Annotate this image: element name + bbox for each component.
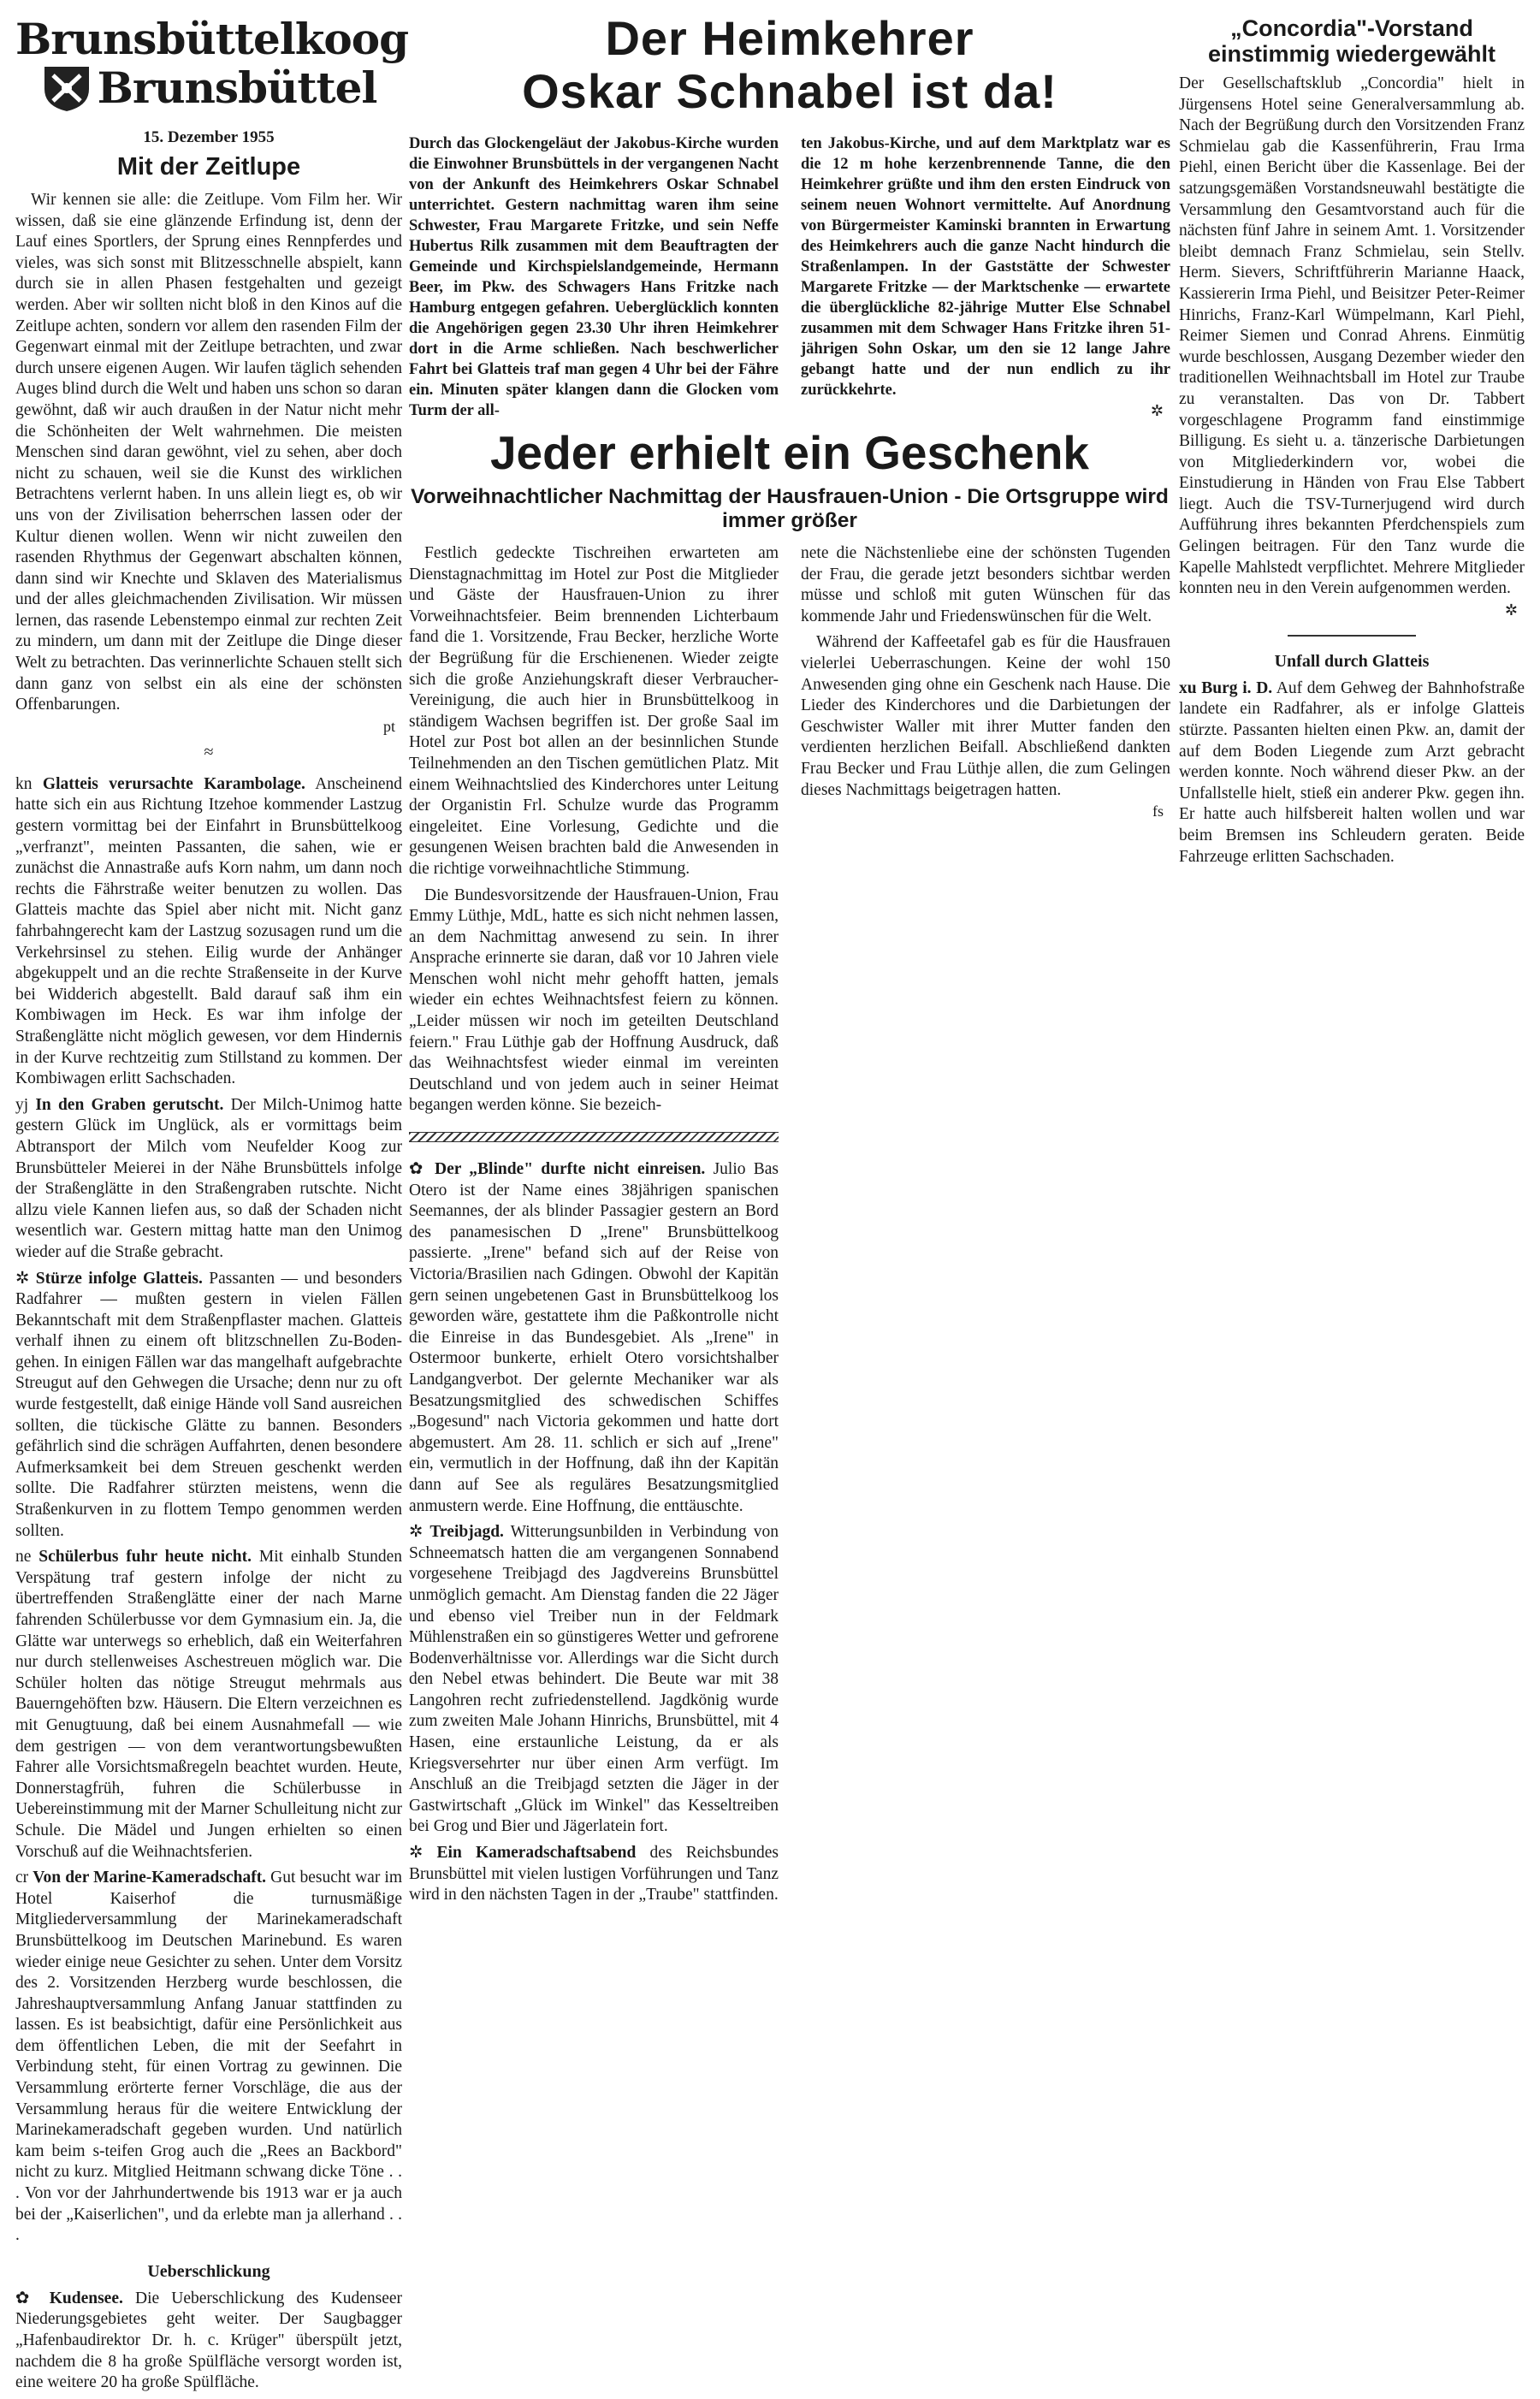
stuerze-item: ✲ Stürze infolge Glatteis. Passanten — und besonders Radfahrer — mußten gestern in vielen Fällen Bekanntschaft mit dem Straßenpflaster machen. Glatteis verhalf ihnen zu einem oft blitzschnellen Zu-Boden-gehen. In einigen Fällen war das mangelhaft aufgebrachte Streugut auf den Gehwegen die Ursache; denn nur zu oft wurde festgestellt, daß einige Hände voll Sand ausreichen sollten, die tückische Glätte zu bannen. Besonders gefährlich sind die schrägen Auffahrten, denen besondere Aufmerksamkeit bei dem Streuen geschenkt werden sollte. Die Radfahrer stürzten meistens, wenn die Straßenkurven in zu flottem Tempo genommen werden sollten. (15, 1269, 403, 1540)
zeitlupe-signature: pt (382, 717, 395, 735)
masthead-line2: Brunsbüttel (97, 62, 377, 113)
left-column (15, 0, 409, 2399)
geschenk-p1: Festlich gedeckte Tischreihen erwarteten am Dienstagnachmittag im Hotel zur Post die Mitglieder und Gäste der Hausfrauen-Union zu ihrer Vorweihnachtsfeier. Beim brennenden Lichterbaum fand die 1. Vorsitzende, Frau Becker, herzliche Worte der Begrüßung für die Erschienenen. Wieder zeigte sich die große Anziehungskraft dieser Verbraucher-Vereinigung, die auch hier in Brunsbüttelkoog in ständigem Wachsen begriffen ist. Der große Saal im Hotel zur Post bot allen an der besinnlichen Stunde Teilnehmenden an den Tischen gemütlichen Platz. Mit einem Weihnachtslied des Kinderchores unter Leitung der Organistin Frl. Schulze wurde das Programm eingeleitet. Eine Vorlesung, Gedichte und die gesungenen Weisen brachten bald die Anwesenden in die richtige vorweihnachtliche Stimmung. (409, 544, 779, 878)
zeitlupe-text: Wir kennen sie alle: die Zeitlupe. Vom Film her. Wir wissen, daß sie eine glänzende Erfindung ist, denn der Lauf eines Sportlers, der Sprung eines Rennpferdes und vieles, was sich sonst mit Blitzesschnelle abspielt, kann durch sie in allen Phasen festgehalten und gezeigt werden. Aber wir sollten nicht bloß in den Kinos auf die Zeitlupe achten, sondern vor allem den rasenden Film der Gegenwart einmal mit der Zeitlupe betrachten, und zwar durch unsere eigenen Augen. Wir laufen täglich sehenden Auges blind durch die Welt und haben uns schon so daran gewöhnt, daß wir auch draußen in der Natur nicht mehr die Schönheiten der Welt wahrnehmen. Die meisten Menschen sind daran gewöhnt, viel zu sehen, aber doch nicht zu schauen, weil sie die Kunst des wirklichen Betrachtens verlernt haben. In uns allein liegt es, ob wir uns von der Zivilisation beherrschen lassen oder der Kultur dienen wollen. Wenn wir nicht zuweilen den rasenden Rhythmus der Gegenwart abschalten können, dann sind wir Knechte und Sklaven des Materialismus und der alles gleichmachenden Zivilisation. Wir müssen lernen, das rasende Lebenstempo einmal zur rechten Zeit zu mindern, um dann mit der Zeitlupe die Dinge dieser Welt zu betrachten. Das verinnerlichte Schauen stellt sich dann ganz von selbst ein als eine der schönsten Offenbarungen. (15, 191, 402, 714)
treibjagd-item: ✲ Treibjagd. Witterungsunbilden in Verbindung von Schneematsch hatten die am vergangenen Sonnabend vorgesehene Treibjagd des Jagdvereins Brunsbüttel unmöglich gemacht. Am Dienstag fanden die 22 Jäger und ebenso viel Treiber nun in der Feldmark Mühlenstraßen ein so günstigeres Wetter und gefrorene Bodenverhältnisse vor. Allerdings war die Sicht durch den Nebel etwas behindert. Die Beute war mit 38 Langohren recht zufriedenstellend. Jagdkönig wurde zum zweiten Male Johann Hinrichs, Brunsbüttel, mit 4 Hasen, eine erstaunliche Leistung, da er als Kriegsversehrter nur über einen Arm verfügt. Im Anschluß an die Treibjagd setzten die Jäger in der Gastwirtschaft „Glück im Winkel" das Kesseltreiben bei Grog und Bier und Jägerlatein fort. (409, 1523, 779, 1836)
wavy-divider (409, 1132, 779, 1142)
divider-rule (1288, 635, 1416, 637)
separator-mark: ≈ (204, 742, 214, 761)
marine-item: cr Von der Marine-Kameradschaft. Gut besucht war im Hotel Kaiserhof die turnusmäßige Mitgliederversammlung der Marinekameradschaft Brunsbüttelkoog im Deutschen Marinebund. Es waren wieder einige neue Gesichter zu sehen. Unter dem Vorsitz des 2. Vorsitzenden Herzberg wurde beschlossen, die Jahreshauptversammlung Anfang Januar stattfinden zu lassen. Es ist beabsichtigt, dafür eine Persönlichkeit aus dem öffentlichen Leben, die mit der Seefahrt in Verbindung steht, für einen Vortrag zu gewinnen. Die Versammlung erörterte ferner Vorschläge, die aus der Versammlung heraus für die weitere Entwicklung der Marinekameradschaft gegeben wurden. Und natürlich kam beim s-teifen Grog auch die „Rees an Backbord" nicht zu kurz. Mitglied Heitmann schwang dicke Töne . . . Von vor der Jahrhundertwende bis 1913 war er ja auch bei der „Kaiserlichen", und da erlebte man ja allerhand . . . (15, 1869, 402, 2245)
zeitlupe-title: Mit der Zeitlupe (116, 153, 301, 181)
concordia-text: Der Gesellschaftsklub „Concordia" hielt in Jürgensens Hotel seine Generalversammlung ab. Nach der Begrüßung durch den Vorsitzenden Franz Schmielau gab die Kassenführerin, Frau Irma Piehl, einen Bericht über die Kassenlage. Bei der satzungsgemäßen Vorstandsneuwahl bestätigte die Versammlung den Gesamtvorstand auch für die nächsten fünf Jahre in seinem Amt. 1. Vorsitzender bleibt demnach Franz Schmielau, sein Stellv. Herm. Sievers, Schriftführerin Marianne Haack, Kassiererin Irma Piehl, und Beisitzer Peter-Reimer Hinrichs, Franz-Karl Wümpelmann, Karl Piehl, Reimer Siemen und Conrad Ahrens. Einmütig wurde beschlossen, Ausgang Dezember wieder den traditionellen Weihnachtsball im Hotel zur Traube zu veranstalten. Das von Dr. Tabbert vorgeschlagene Programm fand einstimmige Billigung. Es sieht u. a. tänzerische Darbietungen von Mitgliederkindern vor, wobei die Einstudierung in Händen von Frau Else Tabbert liegt. Auch die TSV-Turnerjugend wird durch Aufführung ihres bekannten Pferdchenspiels zum Gelingen beitragen. Für den Tanz wurde die Kapelle Mahlstedt verpflichtet. Mehrere Mitglieder konnten neu in den Verein aufgenommen werden. (1179, 74, 1525, 598)
right-column (1179, 0, 1525, 873)
geschenk-p4: Während der Kaffeetafel gab es für die Hausfrauen vielerlei Ueberraschungen. Keine der wohl 150 Anwesenden ging ohne ein Geschenk nach Hause. Die Lieder des Kinderchores und die Darbietungen der Geschwister Waller mit ihrer Mutter fanden den verdienten herzlichen Beifall. Abschließend dankten Frau Becker und Frau Lüthje allen, die zum Gelingen dieses Nachmittags beigetragen hatten. (801, 633, 1170, 799)
flower-icon: ✿ (409, 1160, 427, 1179)
middle-lower-block (409, 1132, 779, 1906)
geschenk-p2: Die Bundesvorsitzende der Hausfrauen-Union, Frau Emmy Lüthje, MdL, hatte es sich nicht nehmen lassen, an dem Nachmittag anwesend zu sein. In ihrer Ansprache erinnerte sie daran, daß vor 10 Jahren viele Menschen wohl nicht mehr gehofft hatten, jemals wieder ein echtes Weihnachtsfest feiern zu können. „Leider müssen wir noch im geteilten Deutschland feiern." Frau Lüthje gab der Hoffnung Ausdruck, daß das Weihnachtsfest wieder einmal im vereinten Deutschland und von jedem auch in seiner Heimat begangen werden könne. Sie bezeich- (409, 886, 779, 1115)
heimkehrer-col1: Durch das Glockengeläut der Jakobus-Kirche wurden die Einwohner Brunsbüttels in der vergangenen Nacht von der Ankunft des Heimkehrers Oskar Schnabel unterrichtet. Gestern nachmittag waren ihm seine Schwester, Frau Margarete Fritzke, und sein Neffe Hubertus Rilk zusammen mit dem Beauftragten der Gemeinde und Kirchspielslandgemeinde, Hermann Beer, im Pkw. des Schwagers Hans Fritzke nach Hamburg entgegen gefahren. Ueberglücklich konnten die Angehörigen gegen 23.30 Uhr ihren Heimkehrer dort in die Arme schließen. Nach beschwerlicher Fahrt bei Glatteis traf man gegen 4 Uhr bei der Fähre ein. Minuten später klangen dann die Glocken vom Turm der all- (409, 135, 779, 419)
geschenk-p3: nete die Nächstenliebe eine der schönsten Tugenden der Frau, die gerade jetzt besonders sichtbar werden müsse und schloß mit guten Wünschen für das kommende Jahr und Friedenswünschen für die Welt. (801, 544, 1170, 625)
issue-date: 15. Dezember 1955 (143, 128, 275, 146)
geschenk-signature: fs (1152, 803, 1164, 820)
star-icon: ✲ (409, 1844, 424, 1863)
masthead (15, 14, 409, 113)
glatteis-item: kn Glatteis verursachte Karambolage. Anscheinend hatte sich ein aus Richtung Itzehoe kommender Lastzug gestern vormittag bei der Einfahrt in Brunsbüttelkoog „verfranzt", meinten Passanten, die sahen, wie er zunächst die Annastraße aufs Korn nahm, um dann noch rechts die Fährstraße weiter benutzen zu wollen. Das Glatteis machte das Spiel aber nicht mit. Nicht ganz fahrbahngerecht kam der Lastzug sozusagen rund um die Verkehrsinsel zu stehen. Eilig wurde der Anhänger abgekuppelt und an die rechte Straßenseite in der Kurve bei Widderich abgestellt. Bald darauf saß ihm ein Kombiwagen im Heck. Es war ihm infolge der Straßenglätte nicht möglich gewesen, vor dem Hindernis in der Kurve rechtzeitig zum Stillstand zu kommen. Der Kombiwagen erlitt Sachschaden. (15, 774, 402, 1088)
heimkehrer-body (409, 133, 1170, 427)
star-icon: ✲ (409, 1523, 424, 1542)
schuelerbus-item: ne Schülerbus fuhr heute nicht. Mit einhalb Stunden Verspätung traf gestern infolge der nicht zu übertreffenden Straßenglätte einer der nach Marne fahrenden Schülerbusse vor dem Gymnasium ein. Ja, die Glätte war unterwegs so erheblich, daß ein Weiterfahren nur durch stellenweises Aschestreuen möglich war. Die Schüler holten das nötige Streugut mehrmals aus Bauerngehöften bzw. Häusern. Die Eltern verzeichnen es mit Genugtuung, daß bei einem Ausnahmefall — wie dem gestrigen — von dem verantwortungsbewußten Fahrer alle Vorsichtsmaßregeln beachtet wurden. Heute, Donnerstagfrüh, fuhren die Schülerbusse in Uebereinstimmung mit der Marner Schulleitung nicht zur Schule. Die Mädel und Jungen erhielten so einen Vorschuß auf die Weihnachtsferien. (15, 1548, 402, 1861)
ueberschlickung-item: ✿ Kudensee. Die Ueberschlickung des Kudenseer Niederungsgebietes geht weiter. Der Saugbagger „Hafenbaudirektor Dr. h. c. Krüger" überspült jetzt, nachdem die 8 ha große Spülfläche versorgt worden ist, eine weitere 20 ha große Spülfläche. (15, 2289, 402, 2392)
masthead-line1: Brunsbüttelkoog (15, 14, 409, 64)
flower-icon: ✿ (15, 2289, 38, 2307)
blinde-item: ✿ Der „Blinde" durfte nicht einreisen. Julio Bas Otero ist der Name eines 38jährigen spanischen Seemannes, der als blinder Passagier gestern an Bord des panamesischen D „Irene" Brunsbüttelkoog passierte. „Irene" befand sich auf der Reise von Victoria/Brasilien nach Gdingen. Obwohl der Kapitän gern seinen ungebetenen Gast in Brunsbüttelkoog los geworden wäre, gestattete ihm die Paßkontrolle nicht die Einreise in das Bundesgebiet. Als „Irene" in Ostermoor bunkerte, erhielt Otero vorsichtshalber Landgangverbot. Der gelernte Mechaniker war als Besatzungsmitglied des schwedischen Schiffes „Bogesund" nach Victoria gekommen und hatte dort abgemustert. Am 28. 11. schlich er sich auf „Irene" ein, vermutlich in der Hoffnung, daß ihn der Kapitän dann auf See als reguläres Besatzungsmitglied anmustern werde. Eine Hoffnung, die enttäuschte. (409, 1160, 779, 1515)
unfall-title: Unfall durch Glatteis (1274, 651, 1430, 671)
heimkehrer-signature: ✲ (1150, 402, 1164, 419)
kameradschaft-item: ✲ Ein Kameradschaftsabend des Reichsbundes Brunsbüttel mit vielen lustigen Vorführungen und Tanz wird in den nächsten Tagen in der „Traube" stattfinden. (409, 1844, 779, 1904)
concordia-headline: „Concordia"-Vorstand einstimmig wiedergewählt (1207, 15, 1496, 67)
middle-column (409, 0, 1170, 1911)
graben-item: yj In den Graben gerutscht. Der Milch-Unimog hatte gestern Glück im Unglück, als er vormittags beim Abtransport der Milch vom Neufelder Koog zur Brunsbütteler Meierei in der Nähe Brunsbüttels infolge der Straßenglätte in den Straßengraben rutschte. Nicht allzu viele Kannen liefen aus, so daß der Schaden nicht wesentlich war. Gestern mittag hatte man den Unimog wieder auf die Straße gebracht. (15, 1095, 403, 1261)
geschenk-body (409, 543, 1170, 1122)
coat-of-arms-icon (41, 63, 92, 113)
heimkehrer-headline: Der Heimkehrer Oskar Schnabel ist da! (522, 11, 1057, 118)
ueberschlickung-title: Ueberschlickung (147, 2261, 270, 2281)
star-icon: ✲ (15, 1269, 30, 1288)
heimkehrer-col2: ten Jakobus-Kirche, und auf dem Marktplatz war es die 12 m hohe kerzenbrennende Tanne, die den Heimkehrer grüßte und ihm den ersten Eindruck von seinem neuen Wohnort vermittelte. Auf Anordnung von Bürgermeister Kaminski brannten in Erwartung des Heimkehrers auch die ganze Nacht hindurch die Straßenlampen. In der Gaststätte der Schwester Margarete Fritzke — der Marktschenke — erwartete die überglückliche 82-jährige Mutter Else Schnabel zusammen mit dem Schwager Hans Fritzke ihren 51-jährigen Sohn Oskar, um den sie 12 lange Jahre gebangt hatte und der nun endlich zu ihr zurückkehrte. (801, 135, 1170, 399)
unfall-item: xu Burg i. D. Auf dem Gehweg der Bahnhofstraße landete ein Radfahrer, als er infolge Glatteis stürzte. Passanten hielten einen Pkw. an, damit der auf dem Boden Liegende zum Arzt gebracht werden konnte. Noch während dieser Pkw. an der Unfallstelle hielt, stieß ein anderer Pkw. gegen ihn. Er hatte auch hilfsbereit halten wollen und war beim Bremsen ins Schleudern geraten. Beide Fahrzeuge erlitten Sachschaden. (1179, 678, 1525, 866)
geschenk-headline: Jeder erhielt ein Geschenk (489, 426, 1090, 479)
geschenk-subtitle: Vorweihnachtlicher Nachmittag der Hausfrauen-Union - Die Ortsgruppe wird immer größer (411, 485, 1169, 532)
concordia-signature: ✲ (1504, 601, 1518, 619)
